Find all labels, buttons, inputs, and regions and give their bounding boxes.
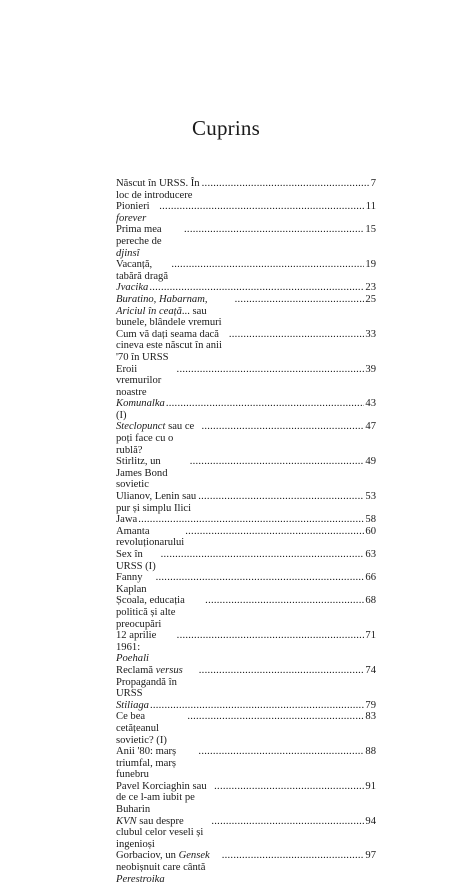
dot-leader — [229, 329, 365, 341]
italic-segment: Jvacika — [116, 282, 149, 294]
dot-leader — [201, 421, 364, 433]
dot-leader — [138, 514, 364, 526]
toc-entry-title — [116, 700, 149, 712]
text-segment: Școala, educația politică și alte preocupări — [116, 595, 185, 630]
toc-entry-title — [116, 178, 201, 201]
dot-leader — [211, 816, 364, 828]
dot-leader — [187, 711, 364, 723]
toc-entry — [116, 201, 376, 224]
toc-entry — [116, 526, 376, 549]
text-segment: Cum vă dați seama dacă cineva este născut în anii '70 în URSS — [116, 328, 222, 363]
text-segment: Sex în URSS (I) — [116, 549, 156, 572]
toc-entry — [116, 711, 376, 746]
toc-entry-title — [116, 665, 198, 700]
toc-entry-title — [116, 746, 197, 781]
toc-entry — [116, 816, 376, 851]
dot-leader — [149, 282, 364, 294]
toc-entry-title — [116, 294, 234, 329]
toc-page-number: 71 — [365, 630, 376, 642]
text-segment: Amanta revoluționarului — [116, 525, 185, 549]
toc-entry — [116, 178, 376, 201]
text-segment: Eroii vremurilor noastre — [116, 363, 162, 398]
toc-page-number: 68 — [365, 595, 376, 607]
toc-entry — [116, 549, 376, 572]
text-segment: Vacanță, tabără dragă — [116, 259, 169, 282]
text-segment: sau despre clubul celor veseli și ingenioși — [116, 815, 204, 850]
text-segment: Ulianov, Lenin sau pur și simplu Ilici — [116, 491, 197, 514]
table-of-contents — [116, 178, 376, 885]
text-segment: Stirlitz, un James Bond sovietic — [116, 456, 168, 491]
text-segment: sau ce poți face cu o rublă? — [116, 421, 195, 456]
dot-leader — [159, 201, 365, 213]
italic-segment: Stiliaga — [116, 699, 149, 711]
toc-page-number: 25 — [365, 293, 376, 305]
toc-page-number: 63 — [365, 549, 376, 560]
toc-page-number: 79 — [365, 699, 376, 711]
toc-page-number: 53 — [365, 491, 376, 503]
toc-entry — [116, 282, 376, 294]
toc-entry-title — [116, 781, 213, 816]
toc-entry — [116, 398, 376, 421]
dot-leader — [166, 398, 365, 410]
text-segment: Pionieri — [116, 201, 150, 213]
toc-entry — [116, 850, 376, 885]
toc-entry-title — [116, 421, 200, 456]
text-segment: Jawa — [116, 514, 138, 526]
toc-entry-title — [116, 456, 189, 491]
toc-entry-title — [116, 850, 221, 885]
toc-entry-title — [116, 364, 176, 399]
text-segment: Gorbaciov, un — [116, 850, 179, 862]
text-segment: neobișnuit care cântă — [116, 862, 206, 874]
dot-leader — [184, 224, 364, 236]
toc-page-number: 49 — [365, 456, 376, 468]
toc-page-number: 15 — [365, 224, 376, 236]
text-segment: Reclamă — [116, 664, 156, 676]
toc-entry — [116, 421, 376, 456]
toc-page-number: 94 — [365, 815, 376, 827]
toc-entry — [116, 329, 376, 364]
italic-segment: djinsî — [116, 247, 140, 259]
toc-entry — [116, 294, 376, 329]
text-segment: Născut în URSS. În loc de introducere — [116, 178, 200, 201]
toc-entry-title — [116, 282, 148, 294]
italic-segment: KVN — [116, 815, 137, 827]
italic-segment: Gensek — [178, 850, 210, 862]
toc-entry-title — [116, 224, 183, 259]
dot-leader — [156, 572, 365, 584]
text-segment: Pavel Korciaghin sau de ce l-am iubit pe Buharin — [116, 780, 207, 816]
dot-leader — [177, 630, 365, 642]
toc-entry — [116, 364, 376, 399]
toc-entry-title — [116, 549, 160, 572]
toc-entry — [116, 456, 376, 491]
toc-entry — [116, 259, 376, 282]
toc-page-number: 91 — [365, 780, 376, 792]
toc-page-number: 88 — [365, 746, 376, 758]
text-segment: Anii '80: marș triumfal, marș funebru — [116, 746, 177, 781]
text-segment: Ce bea cetățeanul sovietic? (I) — [116, 711, 167, 746]
text-segment: Prima mea pereche de — [116, 224, 162, 247]
page-title: Cuprins — [192, 116, 260, 140]
italic-segment: forever — [116, 212, 147, 224]
dot-leader — [190, 456, 365, 468]
text-segment: ... sau bunele, blândele vremuri — [116, 305, 222, 329]
toc-entry — [116, 630, 376, 665]
dot-leader — [199, 665, 365, 677]
toc-page-number: 74 — [365, 664, 376, 676]
toc-page-number: 19 — [365, 259, 376, 271]
toc-entry-title — [116, 816, 210, 851]
dot-leader — [198, 491, 364, 503]
toc-entry — [116, 746, 376, 781]
text-segment: Propagandă în URSS — [116, 676, 177, 700]
toc-entry-title — [116, 491, 197, 514]
toc-page-number: 43 — [365, 398, 376, 410]
toc-entry-title — [116, 630, 176, 665]
dot-leader — [161, 549, 365, 561]
toc-page-number: 39 — [365, 363, 376, 375]
toc-entry — [116, 700, 376, 712]
toc-page-number: 60 — [365, 525, 376, 537]
toc-page-number: 23 — [365, 282, 376, 294]
dot-leader — [205, 595, 364, 607]
italic-segment: versus — [155, 664, 183, 676]
dot-leader — [202, 178, 370, 190]
dot-leader — [185, 526, 364, 538]
toc-entry — [116, 514, 376, 526]
dot-leader — [177, 364, 365, 376]
toc-entry-title — [116, 514, 137, 526]
toc-page-number: 11 — [365, 201, 376, 213]
dot-leader — [171, 259, 364, 271]
italic-segment: Steclopunct — [116, 421, 166, 433]
toc-entry-title — [116, 201, 158, 224]
toc-entry — [116, 665, 376, 700]
toc-entry-title — [116, 398, 165, 421]
dot-leader — [214, 781, 364, 793]
toc-page-number: 33 — [365, 328, 376, 340]
dot-leader — [150, 700, 364, 712]
toc-page-number: 58 — [365, 514, 376, 526]
toc-entry-title — [116, 259, 170, 282]
dot-leader — [235, 294, 365, 306]
toc-page-number: 83 — [365, 711, 376, 723]
dot-leader — [198, 746, 364, 758]
italic-segment: Komunalka — [116, 398, 165, 410]
toc-entry-title — [116, 711, 186, 746]
dot-leader — [222, 850, 365, 862]
toc-entry — [116, 595, 376, 630]
toc-entry — [116, 491, 376, 514]
toc-page-number: 97 — [365, 850, 376, 862]
text-segment: Fanny Kaplan — [116, 572, 147, 595]
toc-page-number: 66 — [365, 572, 376, 584]
italic-segment: Buratino, Habarnam, Ariciul în ceață — [116, 293, 208, 317]
italic-segment: Poehali — [116, 653, 149, 665]
toc-entry-title — [116, 329, 228, 364]
text-segment: (I) — [116, 409, 127, 421]
toc-entry-title — [116, 595, 204, 630]
toc-page-number: 7 — [370, 178, 376, 189]
toc-page-number: 47 — [365, 421, 376, 433]
text-segment: 12 aprilie 1961: — [116, 630, 157, 653]
toc-entry — [116, 781, 376, 816]
toc-entry-title — [116, 526, 184, 549]
italic-segment: Perestroika — [116, 873, 165, 885]
toc-entry — [116, 224, 376, 259]
